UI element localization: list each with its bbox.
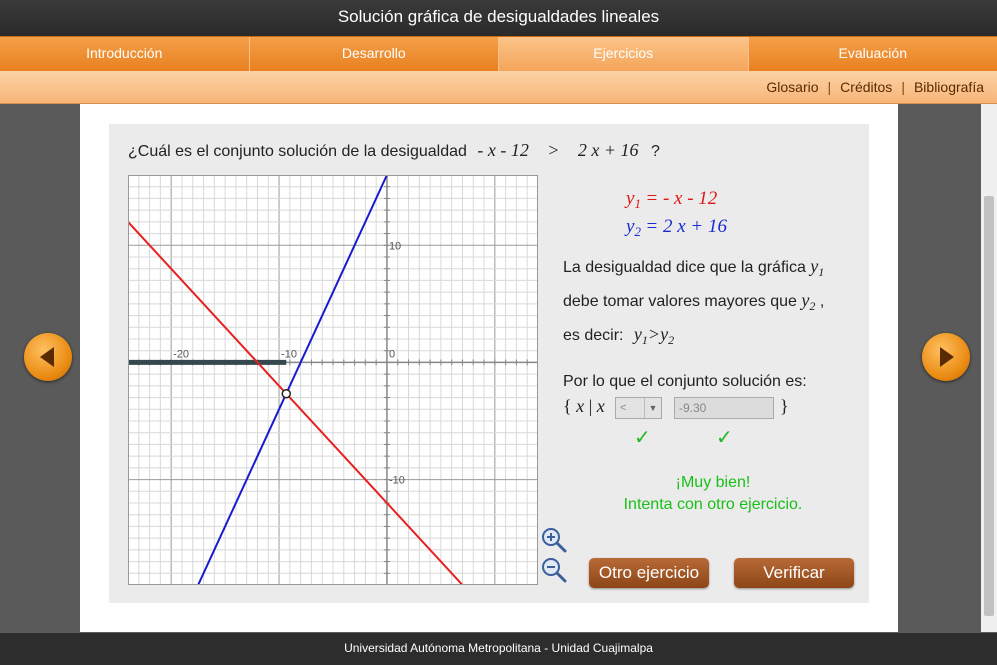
verificar-button[interactable]: Verificar [734,558,854,588]
tick-label: -10 [281,348,297,361]
gt-symbol: > [647,324,661,345]
link-bibliografia[interactable]: Bibliografía [913,79,984,95]
relation-select[interactable] [615,397,662,419]
var-y1: y [810,256,819,276]
scrollbar-thumb[interactable] [984,196,994,616]
question-prefix: ¿Cuál es el conjunto solución de la desigualdad [128,143,467,160]
check-icon: ✓ [634,427,651,449]
brace-open: { [563,396,572,416]
tick-label: -10 [388,474,405,487]
previous-button[interactable] [24,333,72,381]
value-input[interactable]: -9.30 [674,397,774,419]
question-operator: > [547,140,560,160]
tick-label: 0 [388,348,396,361]
comma: , [819,293,825,311]
explanation [563,252,873,355]
question-text [128,140,660,161]
question-suffix: ? [650,143,660,160]
eq1-var: y [626,188,635,209]
secondary-nav [0,71,997,104]
app-title: Solución gráfica de desigualdades lineales [0,0,997,36]
solution-set-prefix [563,396,605,417]
explanation-line1: La desigualdad dice que la gráfica [563,259,806,276]
zoom-out-icon[interactable] [541,557,567,583]
solution-label: Por lo que el conjunto solución es: [563,373,807,390]
eq1-expr: = - x - 12 [645,188,718,209]
arrow-left-icon [24,333,72,381]
separator: | [901,79,905,95]
otro-ejercicio-button[interactable]: Otro ejercicio [589,558,709,588]
zoom-in-icon[interactable] [541,527,567,553]
var-y2b: y [660,324,669,345]
set-var2: x [596,396,605,416]
var-y2: y [801,290,810,311]
function-graph [128,175,538,585]
explanation-line3: es decir: [563,327,624,345]
question-rhs: 2 x + 16 [577,140,639,160]
sub-2: 2 [809,299,816,314]
feedback-line2: Intenta con otro ejercicio. [623,496,803,513]
tab-evaluacion[interactable]: Evaluación [838,45,907,61]
tab-introduccion[interactable]: Introducción [0,37,250,71]
scrollbar[interactable] [981,104,997,632]
chevron-down-icon: ▼ [644,398,661,418]
sub-1: 1 [818,265,825,280]
tick-label: 10 [388,240,402,253]
check-icon: ✓ [716,427,733,449]
separator: | [827,79,832,95]
intersection-point [282,390,290,398]
main-nav [0,36,997,72]
eq2-expr: = 2 x + 16 [645,216,727,237]
equation-y2 [626,216,727,240]
set-var: x [576,396,585,416]
tab-ejercicios[interactable]: Ejercicios [499,37,749,71]
question-lhs: - x - 12 [477,140,529,160]
eq2-var: y [626,216,635,237]
tick-label: -20 [173,348,190,361]
footer-text: Universidad Autónoma Metropolitana - Unidad Cuajimalpa [0,633,997,665]
eq1-sub: 1 [634,196,641,212]
relation-value: < [620,402,627,414]
equation-y1 [626,188,717,212]
sub-2b: 2 [668,333,675,348]
feedback-message [563,472,863,516]
next-button[interactable] [922,333,970,381]
link-creditos[interactable]: Créditos [840,79,893,95]
eq2-sub: 2 [634,224,641,240]
explanation-line2: debe tomar valores mayores que [563,293,797,311]
link-glosario[interactable]: Glosario [766,79,819,95]
var-y1b: y [633,324,642,345]
set-bar: | [588,396,593,416]
arrow-right-icon [922,333,970,381]
sub-1b: 1 [641,333,648,348]
feedback-line1: ¡Muy bien! [675,474,751,491]
brace-close: } [780,396,789,416]
tab-desarrollo[interactable]: Desarrollo [250,37,500,71]
